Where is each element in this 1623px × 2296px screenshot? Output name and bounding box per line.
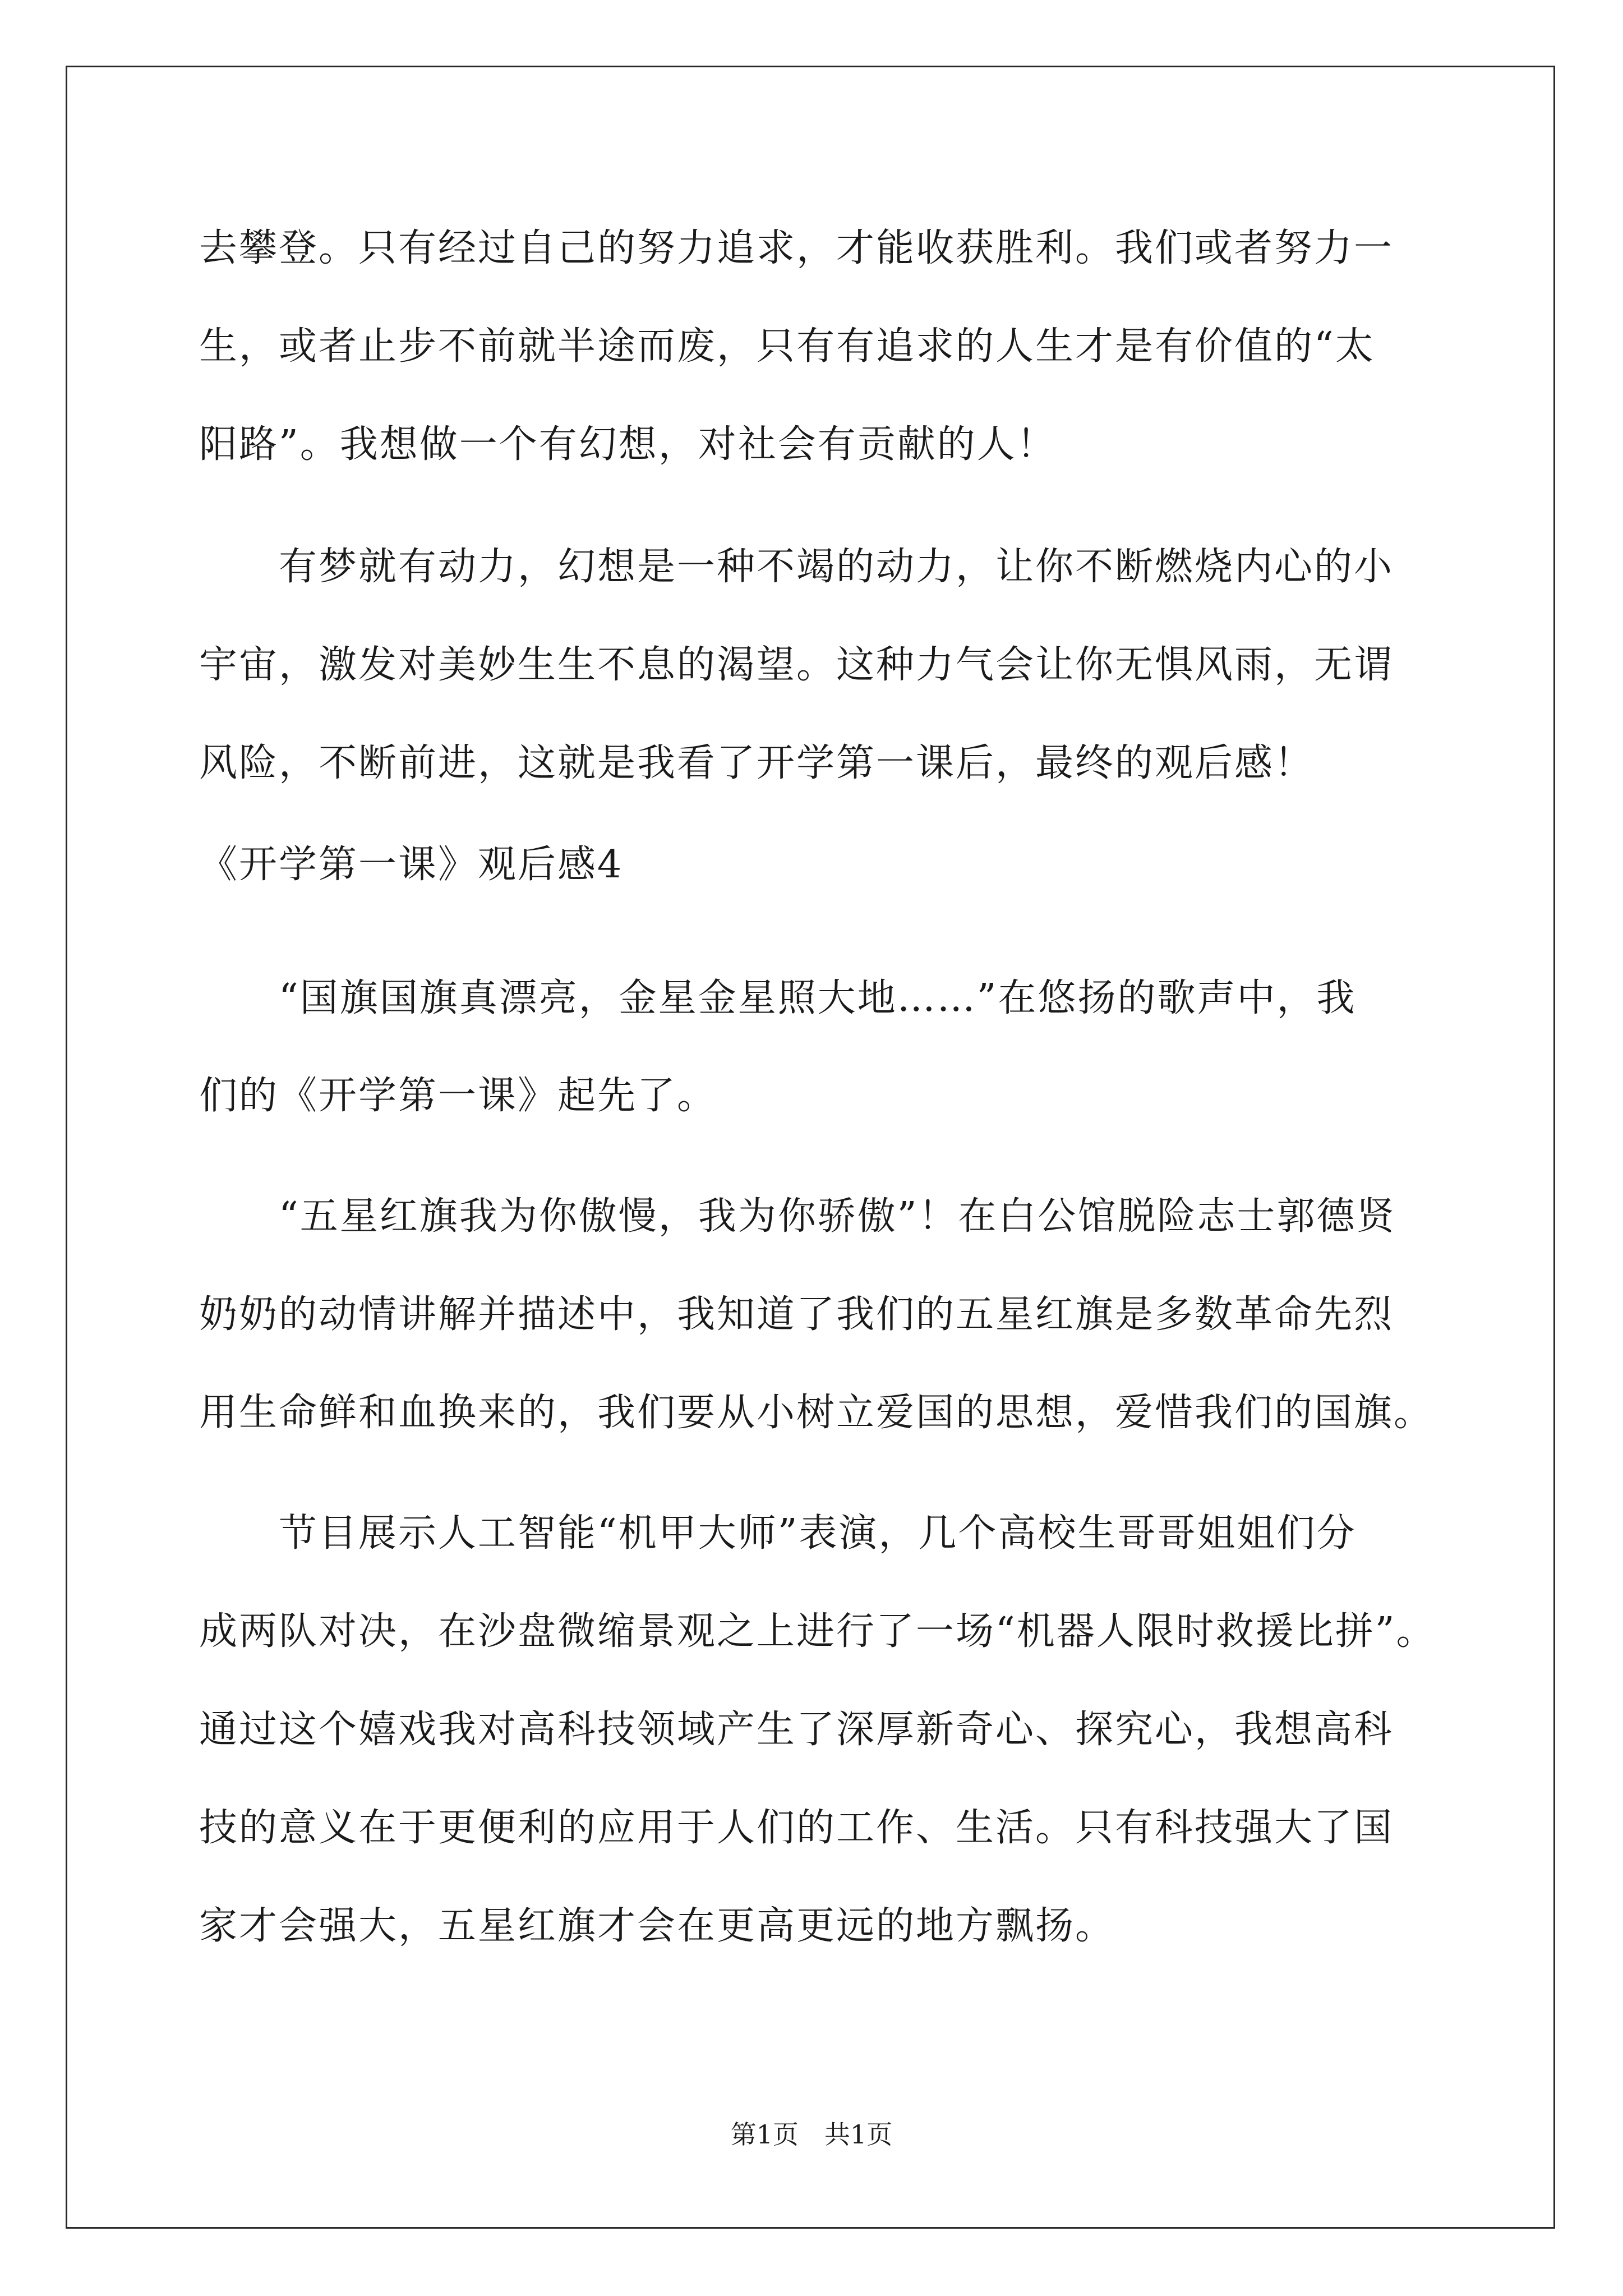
body-line: 成两队对决，在沙盘微缩景观之上进行了一场“机器人限时救援比拼”。	[199, 1609, 1436, 1654]
body-line: 节目展示人工智能“机甲大师”表演，几个高校生哥哥姐姐们分	[199, 1511, 1357, 1556]
body-line: 阳路”。我想做一个有幻想，对社会有贡献的人！	[199, 422, 1057, 467]
body-line: 技的意义在于更便利的应用于人们的工作、生活。只有科技强大了国	[199, 1806, 1394, 1850]
body-line: 奶奶的动情讲解并描述中，我知道了我们的五星红旗是多数革命先烈	[199, 1292, 1394, 1337]
body-line: 通过这个嬉戏我对高科技领域产生了深厚新奇心、探究心，我想高科	[199, 1708, 1394, 1752]
body-line: 宇宙，激发对美妙生生不息的渴望。这种力气会让你无惧风雨，无谓	[199, 643, 1394, 687]
body-line: 风险，不断前进，这就是我看了开学第一课后，最终的观后感！	[199, 741, 1315, 785]
section-heading: 《开学第一课》观后感4	[199, 843, 624, 887]
body-line: 家才会强大，五星红旗才会在更高更远的地方飘扬。	[199, 1904, 1115, 1948]
page-footer: 第1页 共1页	[730, 2119, 893, 2150]
body-line: 有梦就有动力，幻想是一种不竭的动力，让你不断燃烧内心的小	[199, 545, 1394, 589]
body-line: 去攀登。只有经过自己的努力追求，才能收获胜利。我们或者努力一	[199, 226, 1394, 270]
body-line: 们的《开学第一课》起先了。	[199, 1074, 717, 1118]
body-line: “五星红旗我为你傲慢，我为你骄傲”！在白公馆脱险志士郭德贤	[199, 1194, 1396, 1239]
body-line: 用生命鲜和血换来的，我们要从小树立爱国的思想，爱惜我们的国旗。	[199, 1391, 1434, 1435]
body-line: “国旗国旗真漂亮，金星金星照大地……”在悠扬的歌声中，我	[199, 976, 1357, 1020]
body-line: 生，或者止步不前就半途而废，只有有追求的人生才是有价值的“太	[199, 324, 1375, 369]
